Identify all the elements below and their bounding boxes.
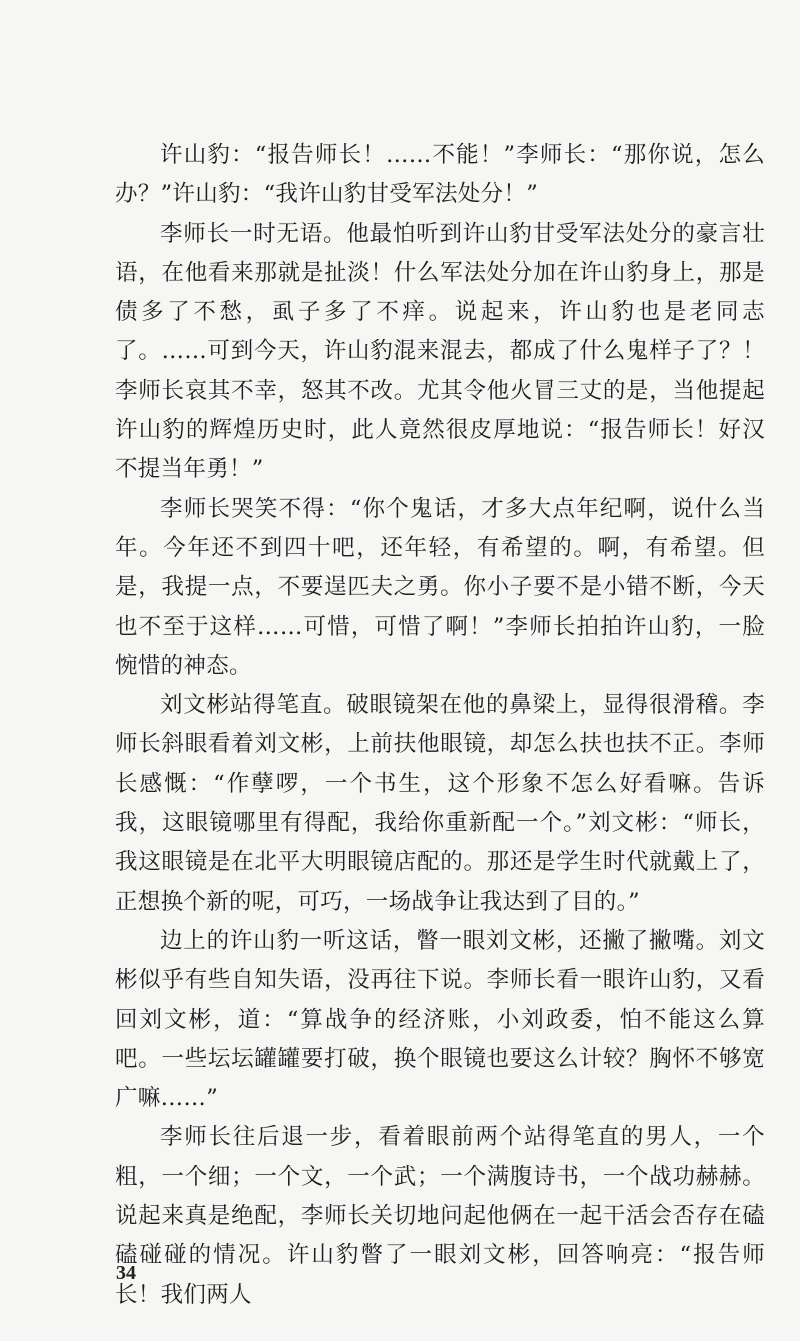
paragraph-6: 李师长往后退一步，看着眼前两个站得笔直的男人，一个粗，一个细；一个文，一个武；一个满腹诗书，一个战功赫赫。说起来真是绝配，李师长关切地问起他俩在一起干活会否存在磕磕碰碰的情况。许山豹瞥了一眼刘文彬，回答响亮：“报告师长！我们两人 [115,1124,765,1308]
paragraph-3: 李师长哭笑不得：“你个鬼话，才多大点年纪啊，说什么当年。今年还不到四十吧，还年轻，有希望的。啊，有希望。但是，我提一点，不要逞匹夫之勇。你小子要不是小错不断，今天也不至于这样……可惜，可惜了啊！”李师长拍拍许山豹，一脸惋惜的神态。 [115,495,765,679]
page-number: 34 [116,1262,136,1284]
body-text [115,136,765,1315]
paragraph-1: 许山豹：“报告师长！……不能！”李师长：“那你说，怎么办？”许山豹：“我许山豹甘受军法处分！” [115,142,765,208]
paragraph-5: 边上的许山豹一听这话，瞥一眼刘文彬，还撇了撇嘴。刘文彬似乎有些自知失语，没再往下说。李师长看一眼许山豹，又看回刘文彬，道：“算战争的经济账，小刘政委，怕不能这么算吧。一些坛坛罐罐要打破，换个眼镜也要这么计较？胸怀不够宽广嘛……” [115,927,765,1112]
paragraph-2: 李师长一时无语。他最怕听到许山豹甘受军法处分的豪言壮语，在他看来那就是扯淡！什么军法处分加在许山豹身上，那是债多了不愁，虱子多了不痒。说起来，许山豹也是老同志了。……可到今天，许山豹混来混去，都成了什么鬼样子了？！李师长哀其不幸，怒其不改。尤其令他火冒三丈的是，当他提起许山豹的辉煌历史时，此人竟然很皮厚地说：“报告师长！好汉不提当年勇！” [115,220,765,483]
paragraph-4: 刘文彬站得笔直。破眼镜架在他的鼻梁上，显得很滑稽。李师长斜眼看着刘文彬，上前扶他眼镜，却怎么扶也扶不正。李师长感慨：“作孽啰，一个书生，这个形象不怎么好看嘛。告诉我，这眼镜哪里有得配，我给你重新配一个。”刘文彬：“师长，我这眼镜是在北平大明眼镜店配的。那还是学生时代就戴上了，正想换个新的呢，可巧，一场战争让我达到了目的。” [115,692,765,915]
